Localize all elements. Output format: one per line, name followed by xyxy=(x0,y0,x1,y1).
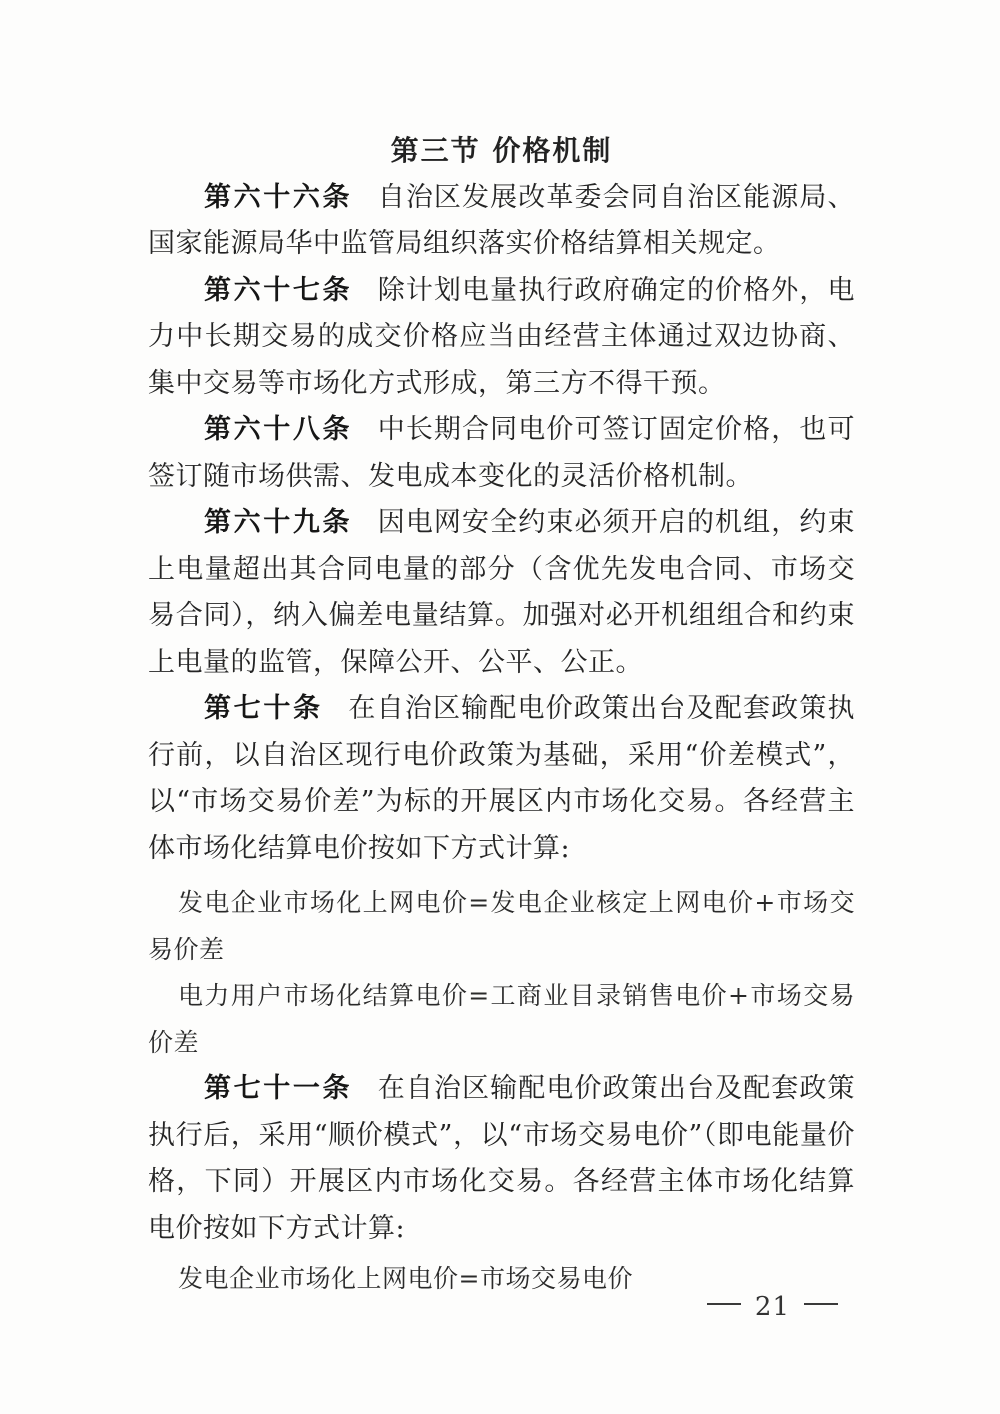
article-68-text: 中长期合同电价可签订固定价格，也可签订随市场供需、发电成本变化的灵活价格机制。 xyxy=(148,414,855,492)
formula-user-price-diff-mode: 电力用户市场化结算电价=工商业目录销售电价+市场交易价差 xyxy=(148,981,855,1057)
article-69-text: 因电网安全约束必须开启的机组，约束上电量超出其合同电量的部分（含优先发电合同、市场交易合同），纳入偏差电量结算。加强对必开机组组合和约束上电量的监管，保障公开、公平、公正。 xyxy=(148,507,855,678)
page-number-left-dash xyxy=(707,1303,741,1305)
article-71-text: 在自治区输配电价政策出台及配套政策执行后，采用“顺价模式”，以“市场交易电价”（即电能量价格，下同）开展区内市场化交易。各经营主体市场化结算电价按如下方式计算: xyxy=(148,1073,855,1244)
section-heading: 第三节 价格机制 xyxy=(390,134,613,167)
article-68-number: 第六十八条 xyxy=(204,414,353,445)
page-number-footer xyxy=(693,1293,852,1320)
page-number-right-dash xyxy=(804,1303,838,1305)
article-69 xyxy=(148,500,855,686)
article-68 xyxy=(148,407,855,500)
article-69-number: 第六十九条 xyxy=(204,507,353,538)
article-66-number: 第六十六条 xyxy=(204,181,353,213)
article-67 xyxy=(148,268,855,408)
page-number: 21 xyxy=(754,1292,790,1322)
article-71 xyxy=(148,1066,855,1252)
article-67-number: 第六十七条 xyxy=(204,274,353,306)
article-70-text: 在自治区输配电价政策出台及配套政策执行前，以自治区现行电价政策为基础，采用“价差模式”，以“市场交易价差”为标的开展区内市场化交易。各经营主体市场化结算电价按如下方式计算: xyxy=(148,693,856,864)
formula-generation-price-diff-mode: 发电企业市场化上网电价=发电企业核定上网电价+市场交易价差 xyxy=(148,888,855,964)
content-area xyxy=(148,128,855,1303)
article-70-number: 第七十条 xyxy=(204,693,323,724)
article-66-text: 自治区发展改革委会同自治区能源局、国家能源局华中监管局组织落实价格结算相关规定。 xyxy=(148,181,855,259)
formula-generation-price-market-mode: 发电企业市场化上网电价=市场交易电价 xyxy=(178,1264,633,1293)
article-67-text: 除计划电量执行政府确定的价格外，电力中长期交易的成交价格应当由经营主体通过双边协商、集中交易等市场化方式形成，第三方不得干预。 xyxy=(148,274,855,399)
article-66 xyxy=(148,175,855,268)
article-70 xyxy=(148,686,855,872)
article-71-number: 第七十一条 xyxy=(204,1073,353,1104)
